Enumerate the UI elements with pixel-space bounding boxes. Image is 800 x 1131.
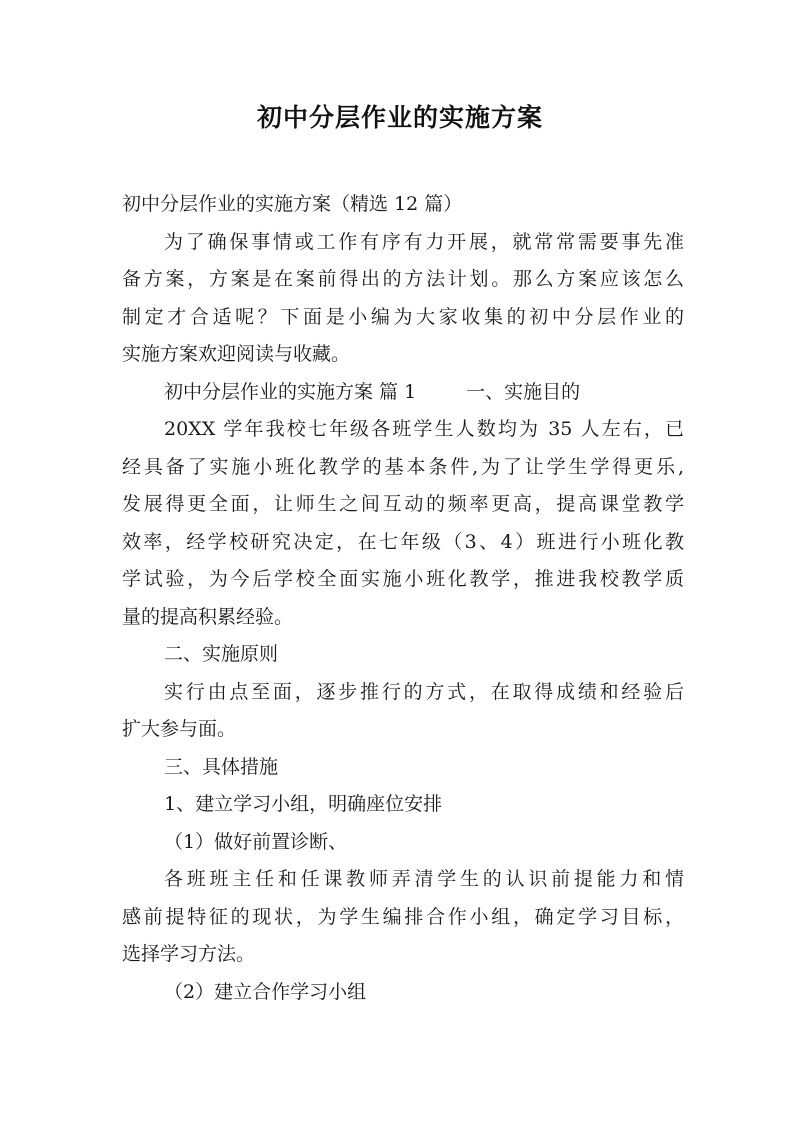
paragraph-line: 效率，经学校研究决定，在七年级（3、4）班进行小班化教 — [122, 530, 684, 553]
subsection-heading: （2）建立合作学习小组 — [164, 980, 367, 1003]
paragraph-line: 备方案，方案是在案前得出的方法计划。那么方案应该怎么 — [122, 268, 684, 290]
subtitle-line: 初中分层作业的实施方案（精选 12 篇） — [122, 193, 463, 215]
paragraph-line: 实行由点至面，逐步推行的方式，在取得成绩和经验后 — [164, 680, 684, 703]
section-heading: 二、实施原则 — [164, 643, 279, 665]
paragraph-line: 经具备了实施小班化教学的基本条件,为了让学生学得更乐, — [122, 455, 684, 478]
section-heading-line — [122, 374, 684, 412]
paragraph-line: 为了确保事情或工作有序有力开展，就常常需要事先准 — [164, 230, 684, 253]
article-heading: 初中分层作业的实施方案 篇 1 — [164, 380, 417, 403]
subsection-heading: （1）做好前置诊断、 — [164, 830, 348, 853]
paragraph-line: 扩大参与面。 — [122, 718, 237, 740]
paragraph-line: 选择学习方法。 — [122, 943, 256, 965]
paragraph-line: 制定才合适呢？下面是小编为大家收集的初中分层作业的 — [122, 305, 684, 328]
section-heading: 三、具体措施 — [164, 755, 279, 778]
document-body — [122, 186, 684, 1011]
paragraph-line: 学试验，为今后学校全面实施小班化教学，推进我校教学质 — [122, 568, 684, 590]
paragraph-line: 量的提高积累经验。 — [122, 605, 294, 628]
subsection-heading: 1、建立学习小组，明确座位安排 — [164, 793, 443, 815]
paragraph-line: 20XX 学年我校七年级各班学生人数均为 35 人左右，已 — [164, 418, 684, 440]
paragraph-line: 实施方案欢迎阅读与收藏。 — [122, 343, 351, 365]
document-title: 初中分层作业的实施方案 — [256, 103, 543, 132]
paragraph-line: 各班班主任和任课教师弄清学生的认识前提能力和情 — [164, 868, 684, 890]
paragraph-line: 感前提特征的现状，为学生编排合作小组，确定学习目标， — [122, 905, 684, 928]
section-heading: 一、实施目的 — [466, 380, 581, 403]
paragraph-line: 发展得更全面，让师生之间互动的频率更高，提高课堂教学 — [122, 493, 684, 515]
